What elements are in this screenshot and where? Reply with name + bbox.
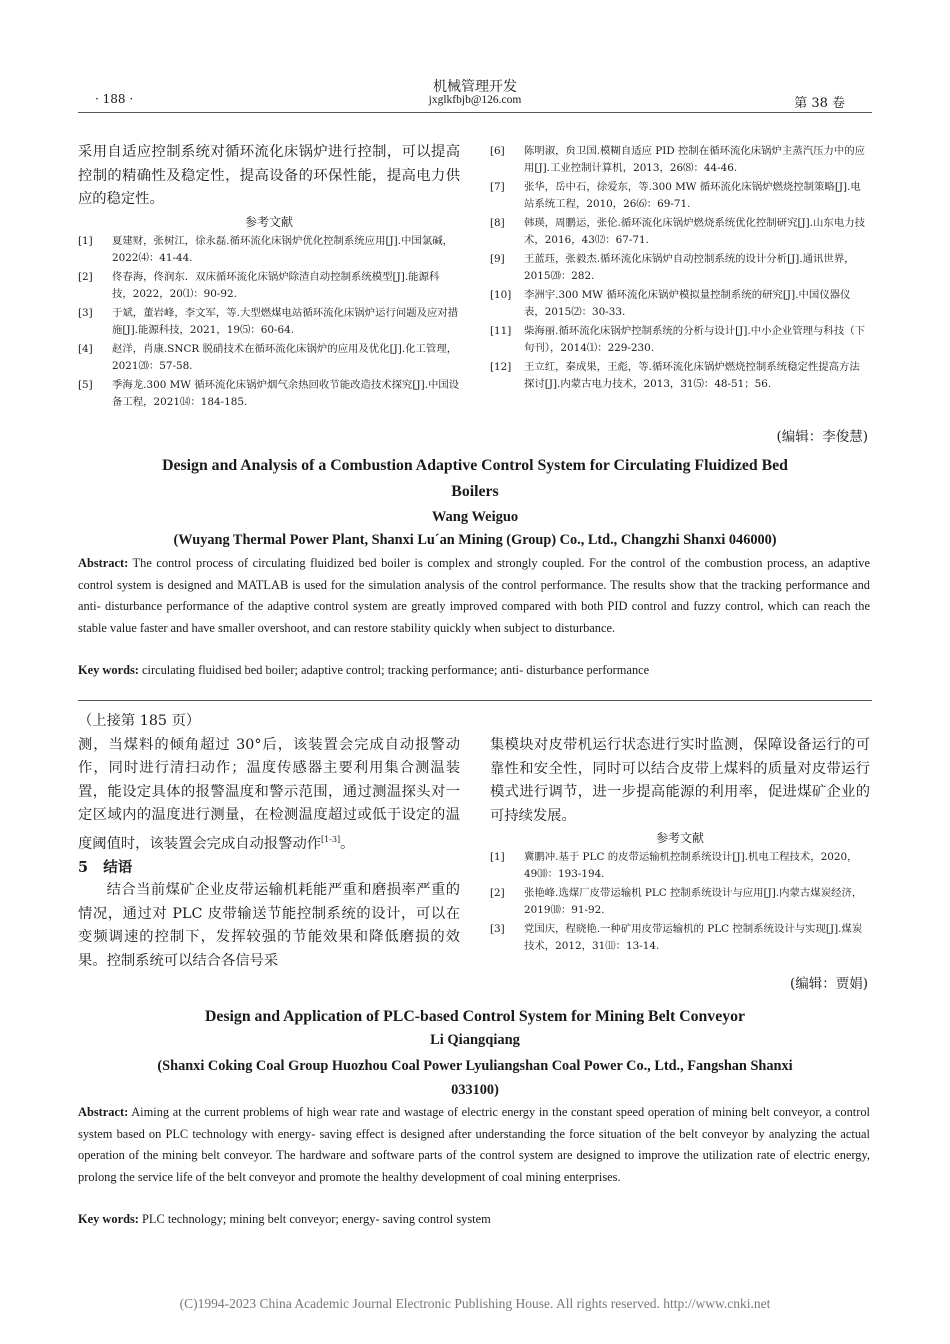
reference-item: [6] 陈明淑，贠卫国.模糊自适应 PID 控制在循环流化床锅炉主蒸汽压力中的应用[J].工业控制计算机，2013，26⑻：44-46. xyxy=(490,145,866,174)
article-separator xyxy=(78,700,872,701)
reference-item: [11] 柴海丽.循环流化床锅炉控制系统的分析与设计[J].中小企业管理与科技（下旬刊），2014⑴：229-230. xyxy=(490,325,865,354)
reference-item: [12] 王立红，秦成果，王彪，等.循环流化床锅炉燃烧控制系统稳定性提高方法探讨[J].内蒙古电力技术，2013，31⑸：48-51；56. xyxy=(490,361,860,390)
article1-refs-left xyxy=(78,233,460,411)
volume-label: 第 38 卷 xyxy=(794,96,845,111)
article2-abstract: Abstract: Aiming at the current problems of high wear rate and wastage of electric energy in the constant speed operation of mining belt conveyor, a control system based on PLC technology with energy- saving effect is designed after understanding the force situation of the belt conveyor by analyzing the actual operation of the mining belt conveyor. The hardware and software parts of the control system are designed to improve the utilization rate of electric energy, prolong the service life of the belt conveyor and promote the healthy development of coal mining enterprises. xyxy=(78,1105,870,1184)
article2-para3: 集模块对皮带机运行状态进行实时监测，保障设备运行的可靠性和安全性，同时可以结合皮带上煤料的质量对皮带运行模式进行调节，进一步提高能源的利用率，促进煤矿企业的可持续发展。 xyxy=(490,737,870,824)
article2-editor: (编辑：贾娟) xyxy=(789,976,868,992)
reference-item: [8] 韩瑛，周鹏运，张伦.循环流化床锅炉燃烧系统优化控制研究[J].山东电力技术，2016，43⑿：67-71. xyxy=(490,217,865,246)
reference-item: [2] 张艳峰.选煤厂皮带运输机 PLC 控制系统设计与应用[J].内蒙古煤炭经济，2019⑽：91-92. xyxy=(490,887,863,916)
article1-right-column xyxy=(490,143,870,395)
article2-para2: 结合当前煤矿企业皮带运输机耗能严重和磨损率严重的情况，通过对 PLC 皮带输送节能控制系统的设计，可以在变频调速的控制下，发挥较强的节能效果和降低磨损的效果。控制系统可以结合各信号采 xyxy=(78,882,460,969)
article1-body-tail: 采用自适应控制系统对循环流化床锅炉进行控制，可以提高控制的精确性及稳定性，提高设备的环保性能，提高电力供应的稳定性。 xyxy=(78,144,460,207)
reference-item: [2] 佟春海，佟润东．双床循环流化床锅炉除渣自动控制系统模型[J].能源科技，2022，20⑴：90-92. xyxy=(78,270,440,300)
reference-item: [9] 王蓝珏，张毅杰.循环流化床锅炉自动控制系统的设计分析[J].通讯世界，2015⒇：282. xyxy=(490,253,855,282)
reference-item: [3] 于斌，董岩峰，李文军，等.大型燃煤电站循环流化床锅炉运行问题及应对措施[J].能源科技，2021，19⑸：60-64. xyxy=(78,306,459,336)
reference-item: [3] 党国庆，程晓艳.一种矿用皮带运输机的 PLC 控制系统设计与实现[J].煤炭技术，2012，31⑾：13-14. xyxy=(490,923,863,952)
article2-keywords: Key words: PLC technology; mining belt conveyor; energy- saving control system xyxy=(78,1212,491,1226)
article1-refs-heading-left: 参考文献 xyxy=(244,214,293,229)
article2-right-column xyxy=(490,734,870,957)
article1-left-column xyxy=(78,141,460,413)
journal-title: 机械管理开发 xyxy=(433,79,517,95)
copyright-footer: (C)1994-2023 China Academic Journal Electronic Publishing House. All rights reserved. http://www.cnki.net xyxy=(179,1296,771,1311)
article1-en-title: Design and Analysis of a Combustion Adaptive Control System for Circulating Fluidized Bed Boilers xyxy=(162,457,788,500)
reference-item: [4] 赵洋，肖康.SNCR 脱硝技术在循环流化床锅炉的应用及优化[J].化工管理，2021⒇：57-58. xyxy=(78,342,458,372)
article1-en-author: Wang Weiguo xyxy=(431,509,519,525)
article2-en-affiliation: (Shanxi Coking Coal Group Huozhou Coal Power Lyuliangshan Coal Power Co., Ltd., Fangshan Shanxi 033100) xyxy=(157,1058,793,1098)
article2-refs-heading: 参考文献 xyxy=(655,831,704,845)
article2-en-title: Design and Application of PLC-based Control System for Mining Belt Conveyor xyxy=(204,1008,746,1025)
article2-en-author: Li Qiangqiang xyxy=(430,1032,520,1048)
article2-para1: 测，当煤料的倾角超过 30°后，该装置会完成自动报警动作，同时进行清扫动作；温度传感器主要利用集合测温装置，能设定具体的报警温度和警示范围，通过测温探头对一定区域内的温度进行测量，在检测温度超过或低于设定的温度阈值时，该装置会完成自动报警动作[1-3]。 xyxy=(78,736,460,852)
reference-item: [5] 季海龙.300 MW 循环流化床锅炉烟气余热回收节能改造技术探究[J].中国设备工程，2021⒁：184-185. xyxy=(78,378,460,408)
article1-keywords: Key words: circulating fluidised bed boiler; adaptive control; tracking performance; anti- disturbance performance xyxy=(78,663,650,677)
continued-note: （上接第 185 页） xyxy=(78,713,201,729)
page-number: · 188 · xyxy=(95,92,134,106)
header-rule xyxy=(78,112,872,113)
reference-item: [1] 冀鹏冲.基于 PLC 的皮带运输机控制系统设计[J].机电工程技术，2020，49⑽：193-194. xyxy=(490,851,858,880)
journal-email: jxglkfbjb@126.com xyxy=(428,94,522,106)
reference-item: [10] 李洲宇.300 MW 循环流化床锅炉模拟量控制系统的研究[J].中国仪器仪表，2015⑵：30-33. xyxy=(490,289,851,318)
article2-left-column xyxy=(78,710,460,973)
reference-item: [1] 夏建财，张树江，徐永磊.循环流化床锅炉优化控制系统应用[J].中国氯碱，2022⑷：41-44. xyxy=(78,234,453,264)
article1-editor: (编辑：李俊慧) xyxy=(776,429,868,445)
reference-item: [7] 张华，岳中石，徐爱东，等.300 MW 循环流化床锅炉燃烧控制策略[J].电站系统工程，2010，26⑹：69-71. xyxy=(490,181,861,210)
article1-abstract: Abstract: The control process of circulating fluidized bed boiler is complex and strongly coupled. For the control of the combustion process, an adaptive control system is designed and MATLAB is used for the simulation analysis of the control performance. The results show that the tracking performance and anti- disturbance performance of the adaptive control system are greatly improved compared with both PID control and fuzzy control, which can reach the stable value faster and have smaller overshoot, and can restore stability quickly when subject to disturbance. xyxy=(78,556,870,635)
article1-en-affiliation: (Wuyang Thermal Power Plant, Shanxi Lu´an Mining (Group) Co., Ltd., Changzhi Shanxi 046000) xyxy=(173,532,777,548)
section-heading: 5 结语 xyxy=(78,858,133,876)
